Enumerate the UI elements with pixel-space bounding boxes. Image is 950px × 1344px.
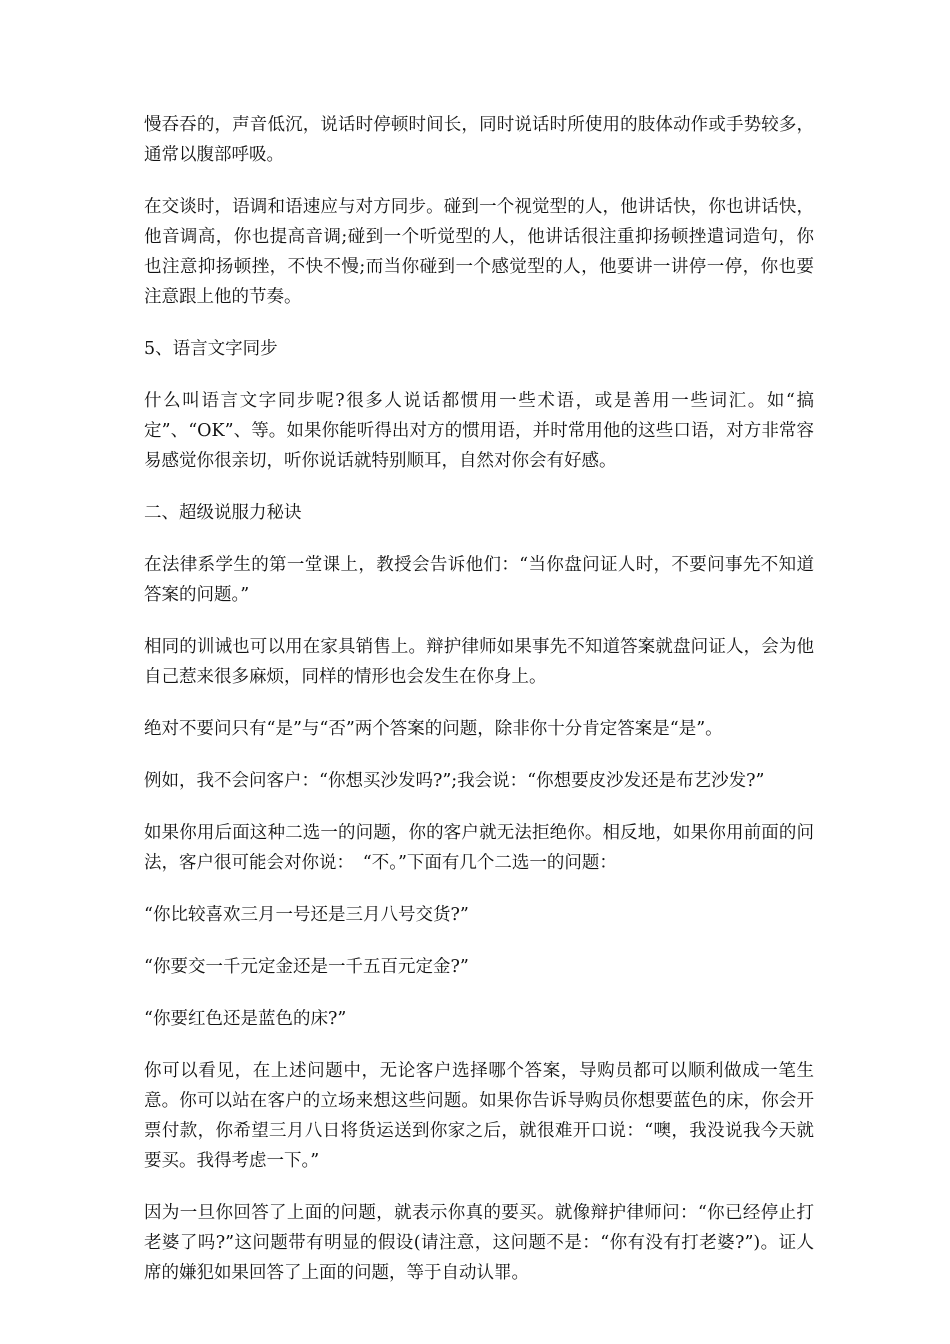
paragraph-tone-sync: 在交谈时，语调和语速应与对方同步。碰到一个视觉型的人，他讲话快，你也讲话快，他音调高，你也提高音调;碰到一个听觉型的人，他讲话很注重抑扬顿挫遣词造句，你也注意抑扬顿挫，不快不慢;而当你碰到一个感觉型的人，他要讲一讲停一停，你也要注意跟上他的节奏。	[144, 197, 814, 307]
quote-bed-color: “你要红色还是蓝色的床?”	[144, 1009, 347, 1029]
document-body	[144, 110, 814, 1310]
paragraph-example: 例如，我不会问客户：“你想买沙发吗?”;我会说：“你想要皮沙发还是布艺沙发?”	[144, 771, 765, 791]
paragraph-breathing: 慢吞吞的，声音低沉，说话时停顿时间长，同时说话时所使用的肢体动作或手势较多，通常以腹部呼吸。	[144, 115, 814, 165]
paragraph-furniture-sales: 相同的训诫也可以用在家具销售上。辩护律师如果事先不知道答案就盘问证人，会为他自己惹来很多麻烦，同样的情形也会发生在你身上。	[144, 637, 814, 687]
paragraph-customer-view: 你可以看见，在上述问题中，无论客户选择哪个答案，导购员都可以顺利做成一笔生意。你可以站在客户的立场来想这些问题。如果你告诉导购员你想要蓝色的床，你会开票付款，你希望三月八日将货运送到你家之后，就很难开口说：“噢，我没说我今天就要买。我得考虑一下。”	[144, 1061, 814, 1171]
paragraph-yes-no: 绝对不要问只有“是”与“否”两个答案的问题，除非你十分肯定答案是“是”。	[144, 719, 723, 739]
quote-delivery-date: “你比较喜欢三月一号还是三月八号交货?”	[144, 905, 469, 925]
paragraph-two-choice: 如果你用后面这种二选一的问题，你的客户就无法拒绝你。相反地，如果你用前面的问法，客户很可能会对你说： “不。”下面有几个二选一的问题：	[144, 823, 814, 873]
paragraph-lawyer-question: 因为一旦你回答了上面的问题，就表示你真的要买。就像辩护律师问：“你已经停止打老婆了吗?”这问题带有明显的假设(请注意，这问题不是：“你有没有打老婆?”)。证人席的嫌犯如果回答了上面的问题，等于自动认罪。	[144, 1203, 814, 1283]
paragraph-language-sync: 什么叫语言文字同步呢?很多人说话都惯用一些术语，或是善用一些词汇。如“搞定”、“OK”、等。如果你能听得出对方的惯用语，并时常用他的这些口语，对方非常容易感觉你很亲切，听你说话就特别顺耳，自然对你会有好感。	[144, 391, 814, 471]
quote-deposit: “你要交一千元定金还是一千五百元定金?”	[144, 957, 469, 977]
paragraph-law-class: 在法律系学生的第一堂课上，教授会告诉他们：“当你盘问证人时，不要问事先不知道答案的问题。”	[144, 555, 814, 605]
section-heading-language-sync: 5、语言文字同步	[144, 339, 278, 359]
section-heading-persuasion: 二、超级说服力秘诀	[144, 503, 302, 523]
